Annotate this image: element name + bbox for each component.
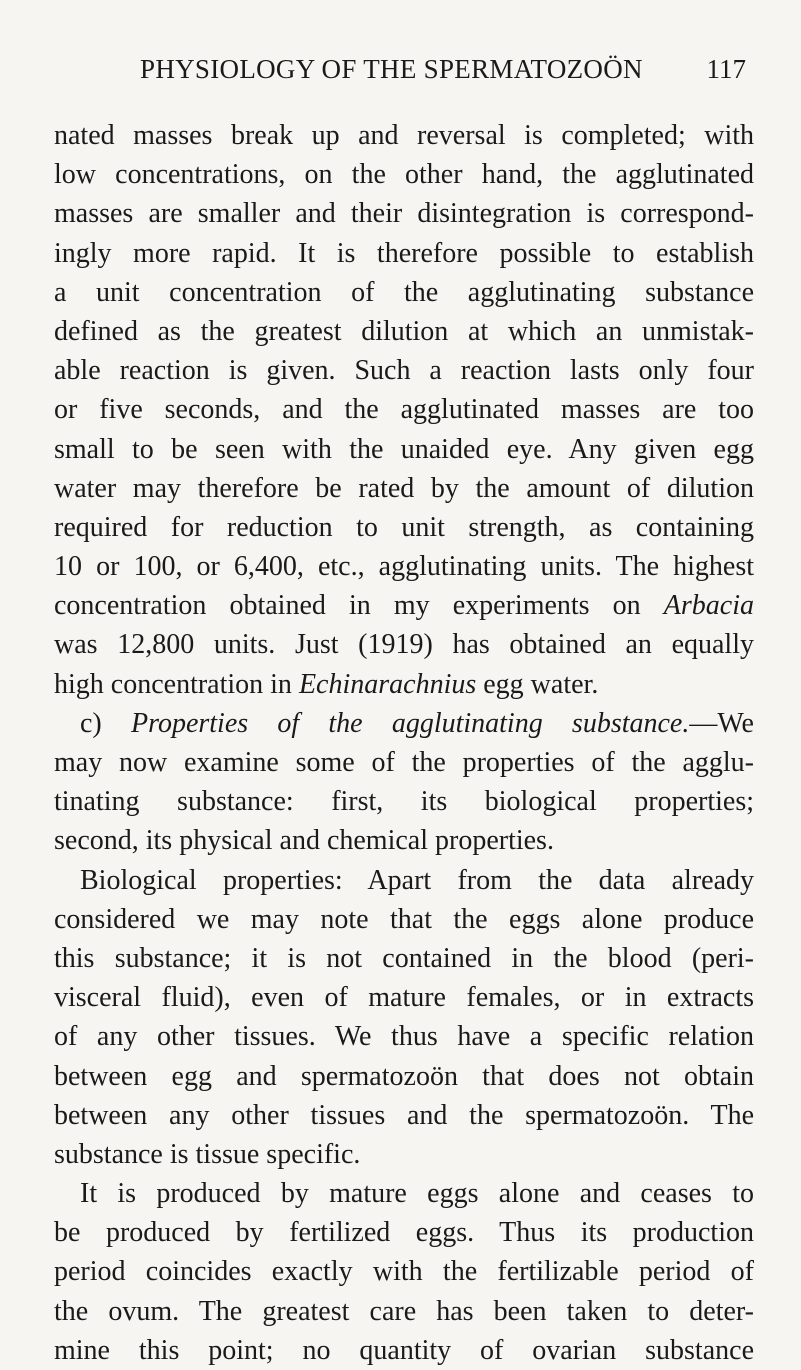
text-line: or five seconds, and the agglutinated masses are too (54, 394, 754, 426)
text-line: was 12,800 units. Just (1919) has obtained an equally (54, 629, 754, 661)
page-number: 117 (706, 54, 746, 84)
text-line: period coincides exactly with the fertilizable period of (54, 1256, 754, 1288)
text-line: between any other tissues and the spermatozoön. The (54, 1099, 754, 1131)
text-line: this substance; it is not contained in the blood (peri- (54, 942, 754, 974)
text-line: a unit concentration of the agglutinating substance (54, 276, 754, 308)
text-line: Biological properties: Apart from the data already (80, 864, 754, 896)
text-line: mine this point; no quantity of ovarian substance (54, 1334, 754, 1366)
text-line: considered we may note that the eggs alone produce (54, 903, 754, 935)
text-line: able reaction is given. Such a reaction lasts only four (54, 355, 754, 387)
text-line: water may therefore be rated by the amount of dilution (54, 472, 754, 504)
text-line: visceral fluid), even of mature females, or in extracts (54, 982, 754, 1014)
text-line: It is produced by mature eggs alone and ceases to (80, 1178, 754, 1210)
text-line: low concentrations, on the other hand, the agglutinated (54, 159, 754, 191)
text-line: tinating substance: first, its biological properties; (54, 786, 754, 818)
section-heading: Properties of the agglutinating substance. (130, 707, 690, 739)
text-line: second, its physical and chemical properties. (54, 825, 554, 857)
text-line: the ovum. The greatest care has been taken to deter- (54, 1295, 754, 1327)
section-heading-line: c) Properties of the agglutinating substance.—We (80, 707, 754, 739)
text-line: 10 or 100, or 6,400, etc., agglutinating units. The highest (54, 551, 754, 583)
text-line: may now examine some of the properties of the agglu- (54, 747, 754, 778)
genus-name: Echinarachnius (298, 668, 477, 700)
text-line: high concentration in Echinarachnius egg water. (54, 668, 599, 700)
text-line: of any other tissues. We thus have a specific relation (54, 1021, 754, 1053)
text-line: be produced by fertilized eggs. Thus its production (54, 1217, 754, 1249)
body-text (54, 116, 754, 1370)
text-line: small to be seen with the unaided eye. Any given egg (54, 433, 754, 465)
text-line: defined as the greatest dilution at which an unmistak- (54, 315, 754, 347)
text-line: ingly more rapid. It is therefore possible to establish (54, 237, 754, 269)
text-line: concentration obtained in my experiments on Arbacia (54, 590, 754, 622)
text-line: between egg and spermatozoön that does not obtain (54, 1060, 754, 1092)
running-head: PHYSIOLOGY OF THE SPERMATOZOÖN (140, 54, 643, 84)
page-header (140, 54, 746, 94)
genus-name: Arbacia (663, 590, 754, 622)
text-line: masses are smaller and their disintegration is correspond- (54, 198, 754, 230)
text-line: nated masses break up and reversal is completed; with (54, 120, 754, 151)
text-line: substance is tissue specific. (54, 1138, 361, 1170)
text-line: required for reduction to unit strength, as containing (54, 511, 754, 543)
